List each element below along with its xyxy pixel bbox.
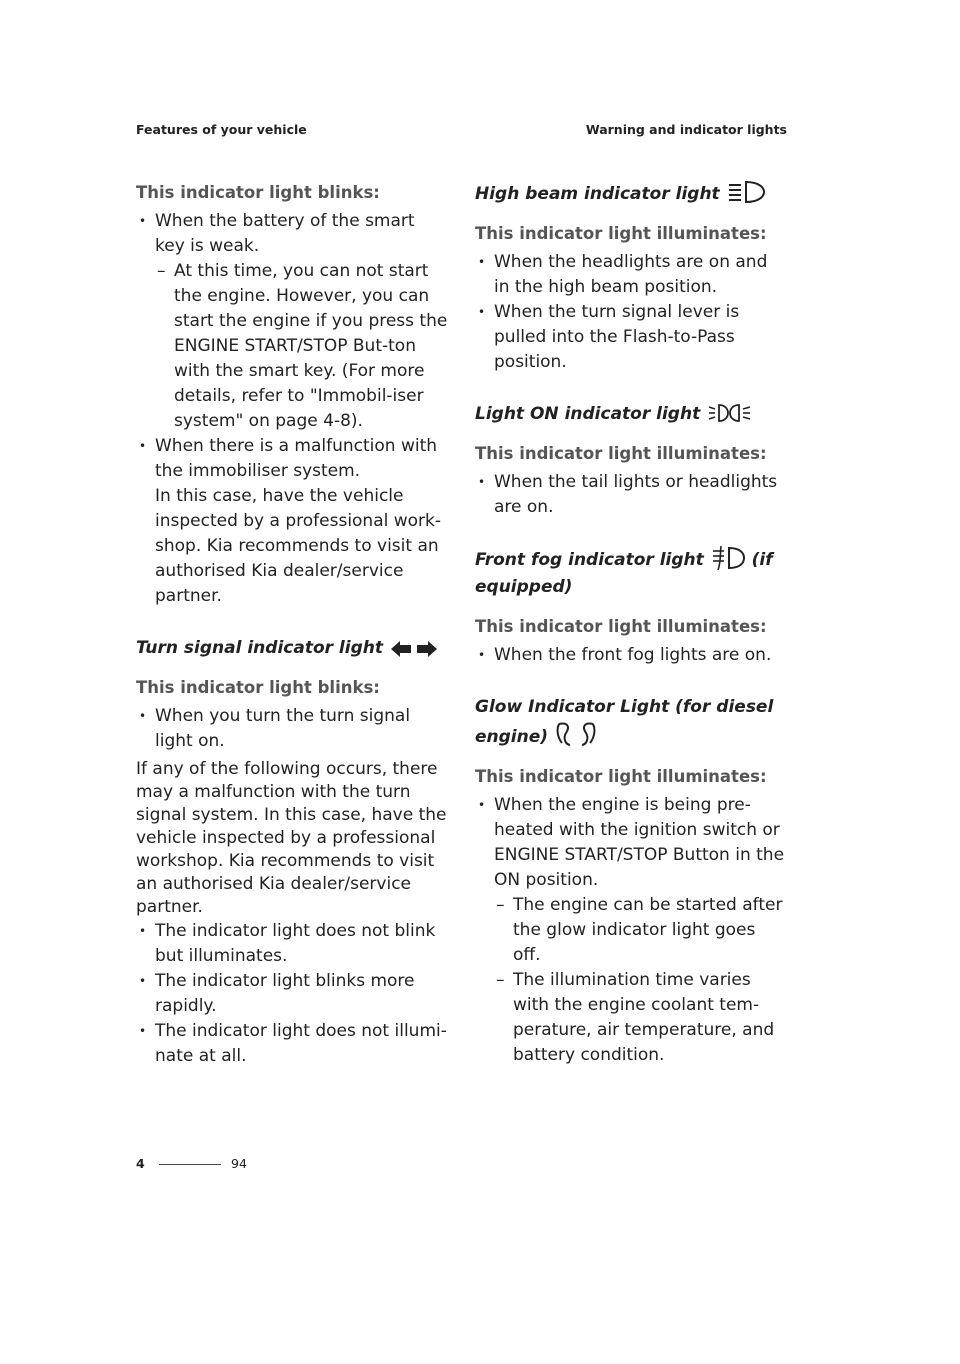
list-item-text: When there is a malfunction with the immobiliser system.	[155, 436, 438, 481]
section-title-text: High beam indicator light	[475, 184, 720, 204]
list-item-note: In this case, have the vehicle inspected by a professional work-shop. Kia recommends to visit an authorised Kia dealer/service partner.	[155, 486, 442, 606]
list-item: • The indicator light does not illumi-nate at all.	[136, 1019, 448, 1069]
section-subheading: This indicator light blinks:	[136, 678, 380, 697]
list-item: • When the tail lights or headlights are on.	[475, 470, 787, 520]
running-header-right: Warning and indicator lights	[585, 122, 787, 137]
high-beam-icon	[728, 180, 766, 204]
list-item: • The indicator light blinks more rapidly.	[136, 969, 448, 1019]
section-title-text: Glow Indicator Light (for diesel engine)	[475, 697, 774, 747]
turn-signal-arrows-icon	[391, 640, 437, 658]
list-item	[136, 209, 448, 434]
page-number: 94	[231, 1156, 247, 1171]
list-item	[475, 793, 787, 1068]
section-title-front-fog	[475, 546, 787, 601]
list-item: • When the turn signal lever is pulled into the Flash-to-Pass position.	[475, 300, 787, 375]
bullet-list	[475, 470, 787, 520]
list-item: • When the headlights are on and in the high beam position.	[475, 250, 787, 300]
bullet-list	[136, 919, 448, 1069]
section-title-suffix: (if equipped)	[475, 550, 773, 597]
section-subheading: This indicator light illuminates:	[475, 767, 767, 786]
section-title-high-beam	[475, 180, 787, 208]
section-subheading: This indicator light illuminates:	[475, 617, 767, 636]
running-header-left: Features of your vehicle	[136, 122, 307, 137]
section-title-glow	[475, 694, 787, 751]
dash-list	[494, 893, 787, 1068]
front-fog-icon	[712, 546, 746, 570]
section-title-turn-signal	[136, 635, 448, 662]
list-item: • The indicator light does not blink but illuminates.	[136, 919, 448, 969]
bullet-list	[475, 643, 787, 668]
section-subheading: This indicator light illuminates:	[475, 224, 767, 243]
list-item: • When you turn the turn signal light on.	[136, 704, 448, 754]
dash-item: – The engine can be started after the glow indicator light goes off.	[494, 893, 787, 968]
list-item	[136, 434, 448, 609]
section-title-text: Light ON indicator light	[475, 404, 701, 424]
list-item-text: When the engine is being pre-heated with the ignition switch or ENGINE START/STOP Button in the ON position.	[494, 795, 785, 890]
left-column	[136, 180, 448, 1069]
bullet-list	[475, 250, 787, 375]
list-item: • When the front fog lights are on.	[475, 643, 787, 668]
light-on-icon	[708, 402, 752, 424]
bullet-list	[136, 704, 448, 754]
section-subheading: This indicator light illuminates:	[475, 444, 767, 463]
right-column	[475, 180, 787, 1068]
section-title-light-on	[475, 401, 787, 428]
dash-item: – At this time, you can not start the engine. However, you can start the engine if you press the ENGINE START/STOP But-ton with the smart key. (For more details, refer to "Immobil-iser system" on page 4-8).	[155, 259, 448, 434]
section-title-text: Turn signal indicator light	[136, 638, 383, 658]
dash-list	[155, 259, 448, 434]
paragraph: If any of the following occurs, there may a malfunction with the turn signal system. In this case, have the vehicle inspected by a professional workshop. Kia recommends to visit an authorised Kia dealer/service partner.	[136, 759, 447, 917]
bullet-list	[136, 209, 448, 609]
dash-item: – The illumination time varies with the engine coolant tem-perature, air temperature, and battery condition.	[494, 968, 787, 1068]
chapter-number: 4	[136, 1156, 145, 1171]
section-title-text: Front fog indicator light	[475, 550, 704, 570]
list-item-text: When the battery of the smart key is weak.	[155, 211, 415, 256]
bullet-list	[475, 793, 787, 1068]
section-subheading: This indicator light blinks:	[136, 183, 380, 202]
glow-plug-icon	[556, 721, 596, 747]
footer-rule	[159, 1164, 221, 1165]
